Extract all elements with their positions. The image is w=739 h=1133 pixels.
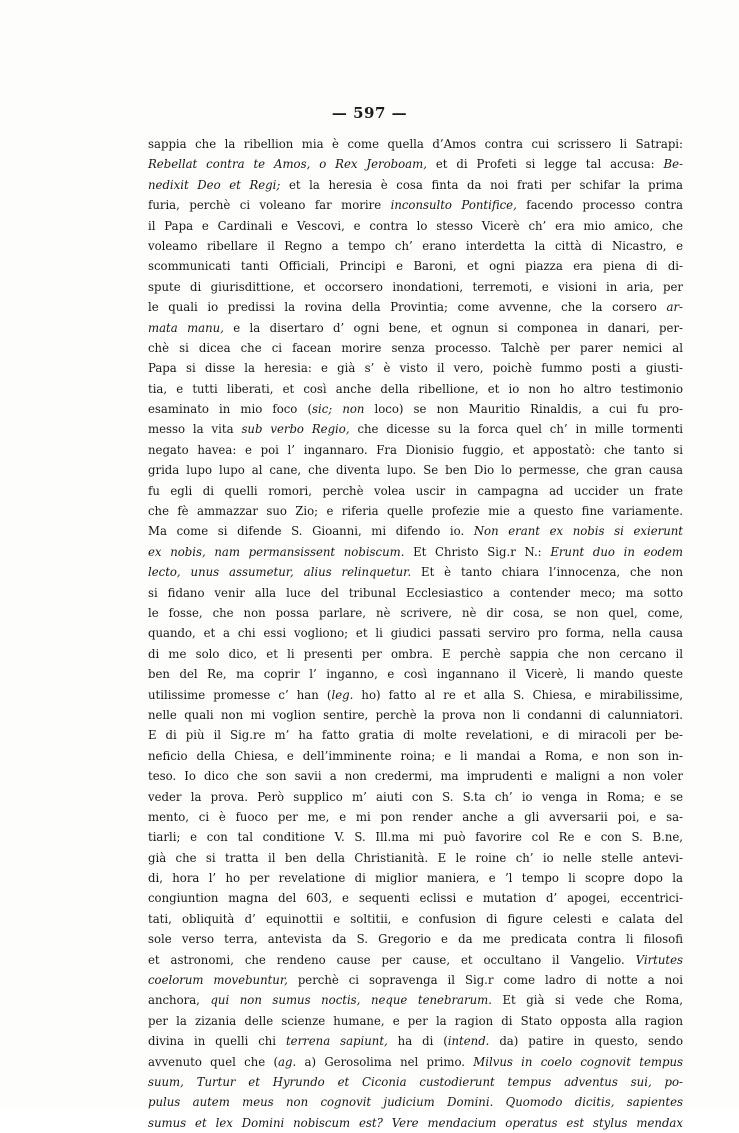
text-line bbox=[148, 888, 683, 908]
text-segment: perchè ci sopravenga il Sig.r come ladro di notte a noi bbox=[287, 973, 684, 988]
text-line bbox=[148, 134, 683, 154]
text-segment: Papa si disse la heresia: e già s’ è visto il vero, poichè fummo posti a giusti- bbox=[148, 361, 683, 376]
text-line bbox=[148, 1072, 683, 1092]
text-line bbox=[148, 195, 683, 215]
italic-text-segment: pulus autem meus non cognovit judicium Domini. Quomodo dicitis, sapientes bbox=[148, 1095, 683, 1110]
italic-text-segment: terrena sapiunt, bbox=[285, 1034, 388, 1049]
text-line bbox=[148, 277, 683, 297]
text-line bbox=[148, 603, 683, 623]
text-segment: et di Profeti si legge tal accusa: bbox=[426, 157, 664, 172]
text-segment: ho) fatto al re et alla S. Chiesa, e mirabilissime, bbox=[353, 687, 684, 702]
text-segment: che fè ammazzar suo Zio; e riferia quelle profezie mie a questo fine variamente. bbox=[148, 504, 683, 519]
text-line bbox=[148, 1011, 683, 1031]
text-segment: grida lupo lupo al cane, che diventa lupo. Se ben Dio lo permesse, che gran causa bbox=[148, 463, 683, 478]
text-line bbox=[148, 583, 683, 603]
text-segment: facendo processo contra bbox=[516, 198, 683, 213]
text-line bbox=[148, 664, 683, 684]
text-line bbox=[148, 256, 683, 276]
text-segment: le quali io predissi la rovina della Provintia; come avvenne, che la corsero bbox=[148, 300, 667, 315]
text-line bbox=[148, 623, 683, 643]
text-line bbox=[148, 827, 683, 847]
text-segment: voleamo ribellare il Regno a tempo ch’ erano interdetta la città di Nicastro, e bbox=[148, 238, 683, 253]
italic-text-segment: Milvus in coelo cognovit tempus bbox=[473, 1054, 683, 1069]
text-line bbox=[148, 501, 683, 521]
page-number: — 597 — bbox=[331, 104, 408, 122]
text-segment: furia, perchè ci voleano far morire bbox=[148, 198, 391, 213]
italic-text-segment: suum, Turtur et Hyrundo et Ciconia custodierunt tempus adventus sui, po- bbox=[148, 1074, 683, 1089]
text-segment: congiuntion magna del 603, e sequenti eclissi e mutation d’ apogei, eccentrici- bbox=[148, 891, 683, 906]
text-line bbox=[148, 868, 683, 888]
text-line bbox=[148, 1031, 683, 1051]
text-segment: sole verso terra, antevista da S. Gregorio e da me predicata contra li filosofi bbox=[148, 932, 683, 947]
text-segment: a) Gerosolima nel primo. bbox=[296, 1054, 474, 1069]
italic-text-segment: ex nobis, nam permansissent nobiscum. bbox=[148, 544, 405, 559]
text-line bbox=[148, 358, 683, 378]
text-line bbox=[148, 542, 683, 562]
text-segment: di, hora l’ ho per revelatione di miglior maniera, e ’l tempo li scopre dopo la bbox=[148, 871, 683, 886]
italic-text-segment: Erunt duo in eodem bbox=[550, 544, 683, 559]
text-segment: anchora, bbox=[148, 993, 211, 1008]
text-segment: chè si dicea che ci facean morire senza processo. Talchè per parer nemici al bbox=[148, 340, 683, 355]
text-segment: utilissime promesse c’ han ( bbox=[148, 687, 332, 702]
text-segment: per la zizania delle scienze humane, e per la ragion di Stato opposta alla ragion bbox=[148, 1013, 683, 1028]
text-segment: et astronomi, che rendeno cause per cause, et occultano il Vangelio. bbox=[148, 952, 636, 967]
text-segment: teso. Io dico che son savii a non credermi, ma imprudenti e maligni a non voler bbox=[148, 769, 683, 784]
italic-text-segment: mata manu, bbox=[148, 320, 224, 335]
text-line bbox=[148, 236, 683, 256]
text-segment: tia, e tutti liberati, et così anche della ribellione, et io non ho altro testimonio bbox=[148, 381, 683, 396]
text-segment: già che si tratta il ben della Christianità. E le roine ch’ io nelle stelle antevi- bbox=[148, 850, 683, 865]
italic-text-segment: lecto, unus assumetur, alius relinquetur. bbox=[148, 565, 412, 580]
text-segment: loco) se non Mauritio Rinaldis, a cui fu pro- bbox=[364, 402, 683, 417]
text-line bbox=[148, 990, 683, 1010]
italic-text-segment: sub verbo Regio, bbox=[241, 422, 350, 437]
text-line bbox=[148, 338, 683, 358]
body-text bbox=[148, 134, 683, 1133]
text-line bbox=[148, 562, 683, 582]
text-segment: mento, ci è fuoco per me, e mi pon render anche a gli avversarii poi, e sa- bbox=[148, 809, 683, 824]
text-segment: ha di ( bbox=[387, 1034, 448, 1049]
italic-text-segment: leg. bbox=[331, 687, 354, 702]
text-segment: Ma come si difende S. Gioanni, mi difendo io. bbox=[148, 524, 474, 539]
text-segment: sappia che la ribellion mia è come quella d’Amos contra cui scrissero li Satrapi: bbox=[148, 137, 683, 151]
text-segment: Et Christo Sig.r N.: bbox=[404, 544, 551, 559]
italic-text-segment: ag. bbox=[278, 1054, 297, 1069]
text-line bbox=[148, 460, 683, 480]
text-segment: e la disertaro d’ ogni bene, et ognun si componea in danari, per- bbox=[223, 320, 683, 335]
text-line bbox=[148, 399, 683, 419]
italic-text-segment: nedixit Deo et Regi; bbox=[148, 177, 281, 192]
text-line bbox=[148, 848, 683, 868]
italic-text-segment: qui non sumus noctis, neque tenebrarum. bbox=[210, 993, 492, 1008]
text-line bbox=[148, 909, 683, 929]
text-segment: Et è tanto chiara l’innocenza, che non bbox=[411, 565, 683, 580]
text-segment: che dicesse su la forca quel ch’ in mille tormenti bbox=[349, 422, 684, 437]
text-segment: quando, et a chi essi vogliono; et li giudici passati serviro pro forma, nella causa bbox=[148, 626, 684, 641]
text-line bbox=[148, 481, 683, 501]
text-line bbox=[148, 297, 683, 317]
text-segment: fu egli di quelli romori, perchè volea uscir in campagna ad uccider un frate bbox=[148, 483, 683, 498]
italic-text-segment: Be- bbox=[663, 157, 683, 172]
italic-text-segment: coelorum movebuntur, bbox=[148, 973, 288, 988]
text-line bbox=[148, 1113, 683, 1133]
italic-text-segment: sumus et lex Domini nobiscum est? Vere mendacium operatus est stylus mendax bbox=[148, 1115, 683, 1130]
text-segment: avvenuto quel che ( bbox=[148, 1054, 279, 1069]
text-line bbox=[148, 787, 683, 807]
text-line bbox=[148, 685, 683, 705]
text-segment: Et già si vede che Roma, bbox=[491, 993, 683, 1008]
text-segment: messo la vita bbox=[148, 422, 242, 437]
text-line bbox=[148, 440, 683, 460]
text-line bbox=[148, 379, 683, 399]
text-line bbox=[148, 175, 683, 195]
text-line bbox=[148, 705, 683, 725]
italic-text-segment: ar- bbox=[666, 300, 683, 315]
italic-text-segment: intend. bbox=[447, 1034, 490, 1049]
text-line bbox=[148, 950, 683, 970]
text-line bbox=[148, 154, 683, 174]
text-line bbox=[148, 807, 683, 827]
italic-text-segment: Rebellat contra te Amos, o Rex Jeroboam, bbox=[148, 157, 427, 172]
text-line bbox=[148, 419, 683, 439]
text-segment: scommunicati tanti Officiali, Principi e Baroni, et ogni piazza era piena di di- bbox=[148, 259, 683, 274]
text-line bbox=[148, 1092, 683, 1112]
text-segment: esaminato in mio foco ( bbox=[148, 402, 312, 417]
text-segment: neficio della Chiesa, e dell’imminente roina; e li mandai a Roma, e non son in- bbox=[148, 748, 683, 763]
text-segment: di me solo dico, et li presenti per ombra. E perchè sappia che non cercano il bbox=[148, 646, 683, 661]
italic-text-segment: Non erant ex nobis si exierunt bbox=[473, 524, 683, 539]
text-segment: tati, obliquità d’ equinottii e soltitii, e confusion di figure celesti e calata del bbox=[148, 911, 683, 926]
text-segment: et la heresia è cosa finta da noi frati per schifar la prima bbox=[280, 177, 684, 192]
text-segment: si fidano venir alla luce del tribunal Ecclesiastico a contender meco; ma sotto bbox=[148, 585, 683, 600]
text-segment: negato havea: e poi l’ ingannaro. Fra Dionisio fuggio, et appostatò: che tanto si bbox=[148, 442, 683, 457]
text-line bbox=[148, 521, 683, 541]
text-line bbox=[148, 746, 683, 766]
text-segment: veder la prova. Però supplico m’ aiuti con S. S.ta ch’ io venga in Roma; e se bbox=[148, 789, 683, 804]
text-segment: ben del Re, ma coprir l’ inganno, e così ingannano il Vicerè, li mando queste bbox=[148, 667, 683, 682]
text-segment: divina in quelli chi bbox=[148, 1034, 286, 1049]
text-segment: le fosse, che non possa parlare, nè scrivere, nè dir cosa, se non quel, come, bbox=[148, 605, 683, 620]
text-segment: nelle quali non mi voglion sentire, perchè la prova non li condanni di calunniatori. bbox=[148, 707, 683, 722]
text-line bbox=[148, 216, 683, 236]
text-line bbox=[148, 766, 683, 786]
italic-text-segment: inconsulto Pontifice, bbox=[390, 198, 517, 213]
text-line bbox=[148, 725, 683, 745]
italic-text-segment: Virtutes bbox=[635, 952, 684, 967]
text-line bbox=[148, 318, 683, 338]
text-segment: spute di giurisdittione, et occorsero inondationi, terremoti, e visioni in aria, per bbox=[148, 279, 683, 294]
text-line bbox=[148, 929, 683, 949]
italic-text-segment: sic; non bbox=[312, 402, 365, 417]
text-segment: E di più il Sig.re m’ ha fatto gratia di molte revelationi, e di miracoli per be- bbox=[148, 728, 684, 743]
text-line bbox=[148, 644, 683, 664]
text-segment: il Papa e Cardinali e Vescovi, e contra lo stesso Vicerè ch’ era mio amico, che bbox=[148, 218, 683, 233]
text-line bbox=[148, 1052, 683, 1072]
text-line bbox=[148, 970, 683, 990]
text-segment: tiarli; e con tal conditione V. S. Ill.ma mi può favorire col Re e con S. B.ne, bbox=[148, 830, 683, 845]
text-segment: da) patire in questo, sendo bbox=[489, 1034, 684, 1049]
